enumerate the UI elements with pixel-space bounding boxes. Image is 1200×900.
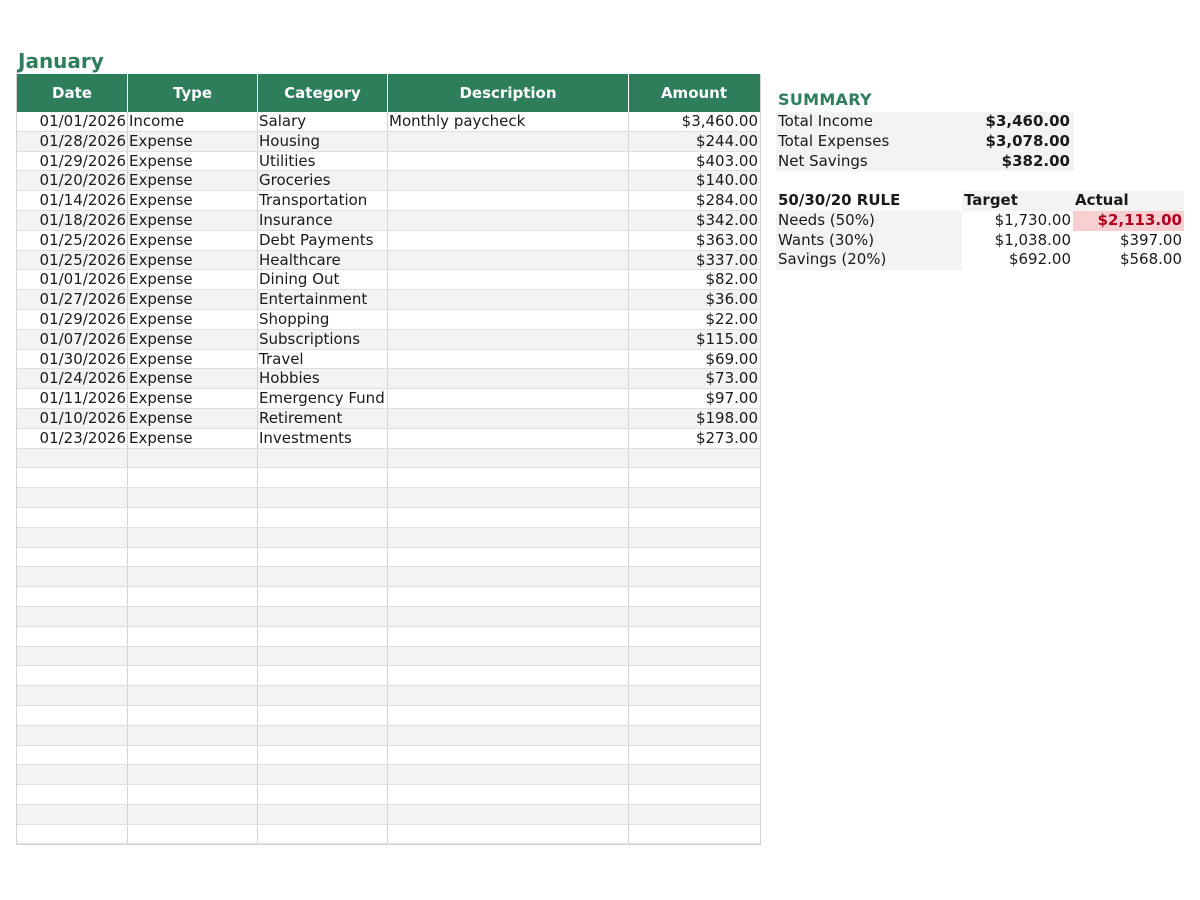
date-cell[interactable]: 01/25/2026 — [17, 251, 128, 270]
rule-body — [776, 211, 1186, 270]
summary-value: $382.00 — [1001, 151, 1070, 170]
rule-target: $1,038.00 — [994, 230, 1071, 249]
sheet-title: January — [18, 49, 104, 73]
category-cell[interactable] — [258, 825, 388, 844]
date-cell[interactable]: 01/29/2026 — [17, 152, 128, 171]
category-cell[interactable] — [258, 647, 388, 666]
amount-cell[interactable] — [629, 528, 759, 547]
rule-row — [776, 231, 1186, 251]
type-cell[interactable]: Expense — [128, 171, 258, 190]
amount-cell[interactable] — [629, 508, 759, 527]
type-cell[interactable] — [128, 666, 258, 685]
amount-cell[interactable]: $337.00 — [695, 250, 758, 269]
table-row — [17, 726, 760, 746]
category-cell[interactable]: Dining Out — [258, 270, 388, 289]
category-cell[interactable] — [258, 805, 388, 824]
table-row — [17, 666, 760, 686]
amount-cell[interactable]: $97.00 — [705, 389, 758, 408]
category-cell[interactable]: Salary — [258, 112, 388, 131]
amount-cell[interactable] — [629, 449, 759, 468]
category-cell[interactable] — [258, 567, 388, 586]
category-cell[interactable]: Hobbies — [258, 369, 388, 388]
date-cell[interactable] — [17, 647, 128, 666]
date-cell[interactable]: 01/10/2026 — [17, 409, 128, 428]
type-cell[interactable]: Expense — [128, 251, 258, 270]
date-cell[interactable]: 01/01/2026 — [17, 270, 128, 289]
summary-value: $3,078.00 — [985, 131, 1070, 150]
amount-cell[interactable] — [629, 726, 759, 745]
date-cell[interactable]: 01/27/2026 — [17, 290, 128, 309]
category-cell[interactable] — [258, 548, 388, 567]
amount-cell[interactable] — [629, 666, 759, 685]
date-cell[interactable] — [17, 449, 128, 468]
description-cell[interactable] — [388, 171, 629, 190]
description-cell[interactable] — [388, 746, 629, 765]
column-header-category[interactable]: Category — [258, 74, 388, 112]
type-cell[interactable]: Expense — [128, 211, 258, 230]
amount-cell[interactable]: $284.00 — [695, 191, 758, 210]
date-cell[interactable]: 01/23/2026 — [17, 429, 128, 448]
description-cell[interactable] — [388, 765, 629, 784]
actual-header: Actual — [1073, 191, 1184, 211]
amount-cell[interactable] — [629, 587, 759, 606]
category-cell[interactable] — [258, 468, 388, 487]
type-cell[interactable] — [128, 765, 258, 784]
table-row — [17, 290, 760, 310]
type-cell[interactable]: Expense — [128, 350, 258, 369]
summary-value: $3,460.00 — [985, 112, 1070, 130]
table-row — [17, 350, 760, 370]
description-cell[interactable] — [388, 449, 629, 468]
category-cell[interactable] — [258, 746, 388, 765]
rule-header-row — [776, 191, 1186, 211]
category-cell[interactable]: Healthcare — [258, 251, 388, 270]
description-cell[interactable] — [388, 350, 629, 369]
description-cell[interactable] — [388, 825, 629, 844]
type-cell[interactable] — [128, 746, 258, 765]
type-cell[interactable] — [128, 528, 258, 547]
type-cell[interactable] — [128, 686, 258, 705]
table-row — [17, 409, 760, 429]
amount-cell[interactable] — [629, 706, 759, 725]
table-row — [17, 270, 760, 290]
description-cell[interactable] — [388, 270, 629, 289]
description-cell[interactable] — [388, 785, 629, 804]
date-cell[interactable] — [17, 726, 128, 745]
amount-cell[interactable] — [629, 627, 759, 646]
type-cell[interactable] — [128, 805, 258, 824]
table-body — [17, 112, 760, 844]
table-row — [17, 231, 760, 251]
amount-cell[interactable] — [629, 785, 759, 804]
rule-row — [776, 250, 1186, 270]
amount-cell[interactable]: $403.00 — [695, 151, 758, 170]
category-cell[interactable] — [258, 686, 388, 705]
type-cell[interactable] — [128, 468, 258, 487]
category-cell[interactable] — [258, 587, 388, 606]
description-cell[interactable] — [388, 686, 629, 705]
type-cell[interactable]: Income — [128, 112, 258, 131]
category-cell[interactable]: Entertainment — [258, 290, 388, 309]
date-cell[interactable] — [17, 765, 128, 784]
table-row — [17, 825, 760, 845]
description-cell[interactable] — [388, 587, 629, 606]
date-cell[interactable]: 01/28/2026 — [17, 132, 128, 151]
description-cell[interactable] — [388, 508, 629, 527]
amount-cell[interactable] — [629, 746, 759, 765]
description-cell[interactable] — [388, 805, 629, 824]
table-row — [17, 785, 760, 805]
type-cell[interactable] — [128, 647, 258, 666]
type-cell[interactable] — [128, 785, 258, 804]
description-cell[interactable] — [388, 409, 629, 428]
amount-cell[interactable]: $198.00 — [695, 408, 758, 427]
description-cell[interactable] — [388, 369, 629, 388]
description-cell[interactable] — [388, 132, 629, 151]
table-row — [17, 112, 760, 132]
description-cell[interactable]: Monthly paycheck — [388, 112, 629, 131]
category-cell[interactable] — [258, 449, 388, 468]
table-row — [17, 647, 760, 667]
table-row — [17, 211, 760, 231]
type-cell[interactable] — [128, 587, 258, 606]
amount-cell[interactable]: $244.00 — [695, 131, 758, 150]
table-row — [17, 805, 760, 825]
table-row — [17, 171, 760, 191]
summary-label: Net Savings — [778, 151, 868, 170]
table-row — [17, 627, 760, 647]
date-cell[interactable] — [17, 706, 128, 725]
date-cell[interactable]: 01/24/2026 — [17, 369, 128, 388]
type-cell[interactable]: Expense — [128, 369, 258, 388]
table-row — [17, 528, 760, 548]
date-cell[interactable] — [17, 686, 128, 705]
category-cell[interactable] — [258, 706, 388, 725]
date-cell[interactable] — [17, 825, 128, 844]
type-cell[interactable]: Expense — [128, 132, 258, 151]
category-cell[interactable]: Travel — [258, 350, 388, 369]
type-cell[interactable] — [128, 449, 258, 468]
table-row — [17, 310, 760, 330]
summary-label: Total Expenses — [778, 131, 890, 150]
table-row — [17, 330, 760, 350]
summary-title: SUMMARY — [778, 90, 872, 109]
description-cell[interactable] — [388, 191, 629, 210]
amount-cell[interactable]: $36.00 — [705, 290, 758, 309]
amount-cell[interactable]: $273.00 — [695, 428, 758, 447]
description-cell[interactable] — [388, 389, 629, 408]
table-row — [17, 132, 760, 152]
date-cell[interactable]: 01/25/2026 — [17, 231, 128, 250]
amount-cell[interactable]: $140.00 — [695, 171, 758, 190]
date-cell[interactable]: 01/29/2026 — [17, 310, 128, 329]
table-row — [17, 369, 760, 389]
table-row — [17, 706, 760, 726]
amount-cell[interactable] — [629, 647, 759, 666]
rule-actual-over-budget: $2,113.00 — [1073, 211, 1184, 231]
rule-title: 50/30/20 RULE — [776, 191, 962, 211]
type-cell[interactable]: Expense — [128, 270, 258, 289]
amount-cell[interactable] — [629, 765, 759, 784]
description-cell[interactable] — [388, 152, 629, 171]
description-cell[interactable] — [388, 647, 629, 666]
type-cell[interactable] — [128, 706, 258, 725]
column-header-type[interactable]: Type — [128, 74, 258, 112]
column-header-date[interactable]: Date — [17, 74, 128, 112]
amount-cell[interactable]: $73.00 — [705, 369, 758, 388]
summary-row — [776, 112, 1074, 132]
table-row — [17, 152, 760, 172]
rule-target: $1,730.00 — [994, 210, 1071, 229]
type-cell[interactable]: Expense — [128, 290, 258, 309]
table-row — [17, 488, 760, 508]
type-cell[interactable] — [128, 488, 258, 507]
description-cell[interactable] — [388, 231, 629, 250]
category-cell[interactable] — [258, 666, 388, 685]
rule-actual: $397.00 — [1119, 230, 1182, 249]
amount-cell[interactable] — [629, 548, 759, 567]
date-cell[interactable] — [17, 468, 128, 487]
type-cell[interactable]: Expense — [128, 152, 258, 171]
table-row — [17, 607, 760, 627]
date-cell[interactable] — [17, 666, 128, 685]
type-cell[interactable]: Expense — [128, 231, 258, 250]
type-cell[interactable] — [128, 508, 258, 527]
amount-cell[interactable] — [629, 567, 759, 586]
column-header-description[interactable]: Description — [388, 74, 629, 112]
amount-cell[interactable]: $3,460.00 — [681, 112, 758, 130]
description-cell[interactable] — [388, 528, 629, 547]
date-cell[interactable] — [17, 746, 128, 765]
description-cell[interactable] — [388, 429, 629, 448]
amount-cell[interactable] — [629, 488, 759, 507]
table-row — [17, 251, 760, 271]
description-cell[interactable] — [388, 310, 629, 329]
description-cell[interactable] — [388, 666, 629, 685]
amount-cell[interactable] — [629, 686, 759, 705]
category-cell[interactable]: Housing — [258, 132, 388, 151]
description-cell[interactable] — [388, 548, 629, 567]
table-row — [17, 508, 760, 528]
category-cell[interactable]: Retirement — [258, 409, 388, 428]
column-header-amount[interactable]: Amount — [660, 84, 728, 102]
target-header: Target — [962, 191, 1073, 211]
date-cell[interactable] — [17, 508, 128, 527]
amount-cell[interactable]: $115.00 — [695, 329, 758, 348]
rule-label: Needs (50%) — [776, 211, 962, 231]
type-cell[interactable] — [128, 726, 258, 745]
type-cell[interactable]: Expense — [128, 389, 258, 408]
summary-row — [776, 152, 1074, 172]
type-cell[interactable]: Expense — [128, 409, 258, 428]
date-cell[interactable] — [17, 785, 128, 804]
category-cell[interactable]: Shopping — [258, 310, 388, 329]
date-cell[interactable] — [17, 587, 128, 606]
summary-row — [776, 132, 1074, 152]
amount-cell[interactable] — [629, 825, 759, 844]
category-cell[interactable] — [258, 508, 388, 527]
date-cell[interactable] — [17, 567, 128, 586]
description-cell[interactable] — [388, 488, 629, 507]
table-row — [17, 389, 760, 409]
table-row — [17, 765, 760, 785]
date-cell[interactable] — [17, 627, 128, 646]
description-cell[interactable] — [388, 211, 629, 230]
rule-row — [776, 211, 1186, 231]
category-cell[interactable] — [258, 726, 388, 745]
description-cell[interactable] — [388, 706, 629, 725]
table-row — [17, 587, 760, 607]
type-cell[interactable]: Expense — [128, 429, 258, 448]
type-cell[interactable] — [128, 825, 258, 844]
type-cell[interactable] — [128, 607, 258, 626]
rule-target: $692.00 — [1008, 250, 1071, 269]
table-row — [17, 548, 760, 568]
date-cell[interactable]: 01/07/2026 — [17, 330, 128, 349]
table-row — [17, 746, 760, 766]
summary-label: Total Income — [778, 112, 873, 130]
description-cell[interactable] — [388, 251, 629, 270]
amount-cell[interactable]: $22.00 — [705, 309, 758, 328]
table-row — [17, 429, 760, 449]
date-cell[interactable]: 01/14/2026 — [17, 191, 128, 210]
table-row — [17, 449, 760, 469]
category-cell[interactable] — [258, 528, 388, 547]
date-cell[interactable] — [17, 607, 128, 626]
table-header-row — [17, 74, 760, 112]
category-cell[interactable]: Emergency Fund — [258, 389, 388, 408]
date-cell[interactable]: 01/30/2026 — [17, 350, 128, 369]
date-cell[interactable]: 01/01/2026 — [17, 112, 128, 131]
type-cell[interactable]: Expense — [128, 191, 258, 210]
transactions-table — [16, 74, 761, 845]
type-cell[interactable] — [128, 548, 258, 567]
amount-cell[interactable] — [629, 607, 759, 626]
description-cell[interactable] — [388, 468, 629, 487]
category-cell[interactable] — [258, 765, 388, 784]
amount-cell[interactable]: $342.00 — [695, 210, 758, 229]
rule-actual: $568.00 — [1119, 250, 1182, 269]
category-cell[interactable]: Insurance — [258, 211, 388, 230]
category-cell[interactable]: Subscriptions — [258, 330, 388, 349]
date-cell[interactable] — [17, 528, 128, 547]
description-cell[interactable] — [388, 330, 629, 349]
type-cell[interactable] — [128, 627, 258, 646]
category-cell[interactable]: Utilities — [258, 152, 388, 171]
table-row — [17, 567, 760, 587]
amount-cell[interactable] — [629, 468, 759, 487]
table-row — [17, 468, 760, 488]
category-cell[interactable]: Groceries — [258, 171, 388, 190]
date-cell[interactable] — [17, 805, 128, 824]
table-row — [17, 191, 760, 211]
date-cell[interactable] — [17, 548, 128, 567]
category-cell[interactable] — [258, 627, 388, 646]
amount-cell[interactable] — [629, 805, 759, 824]
date-cell[interactable]: 01/11/2026 — [17, 389, 128, 408]
date-cell[interactable]: 01/18/2026 — [17, 211, 128, 230]
category-cell[interactable] — [258, 607, 388, 626]
type-cell[interactable]: Expense — [128, 310, 258, 329]
rule-table — [776, 191, 1186, 270]
category-cell[interactable] — [258, 488, 388, 507]
type-cell[interactable] — [128, 567, 258, 586]
category-cell[interactable]: Transportation — [258, 191, 388, 210]
description-cell[interactable] — [388, 627, 629, 646]
description-cell[interactable] — [388, 607, 629, 626]
description-cell[interactable] — [388, 567, 629, 586]
amount-cell[interactable]: $363.00 — [695, 230, 758, 249]
summary-table — [776, 112, 1074, 171]
description-cell[interactable] — [388, 290, 629, 309]
table-row — [17, 686, 760, 706]
type-cell[interactable]: Expense — [128, 330, 258, 349]
category-cell[interactable] — [258, 785, 388, 804]
amount-cell[interactable]: $69.00 — [705, 349, 758, 368]
date-cell[interactable] — [17, 488, 128, 507]
rule-label: Wants (30%) — [776, 231, 962, 251]
category-cell[interactable]: Investments — [258, 429, 388, 448]
description-cell[interactable] — [388, 726, 629, 745]
amount-cell[interactable]: $82.00 — [705, 270, 758, 289]
date-cell[interactable]: 01/20/2026 — [17, 171, 128, 190]
rule-label: Savings (20%) — [776, 250, 962, 270]
category-cell[interactable]: Debt Payments — [258, 231, 388, 250]
